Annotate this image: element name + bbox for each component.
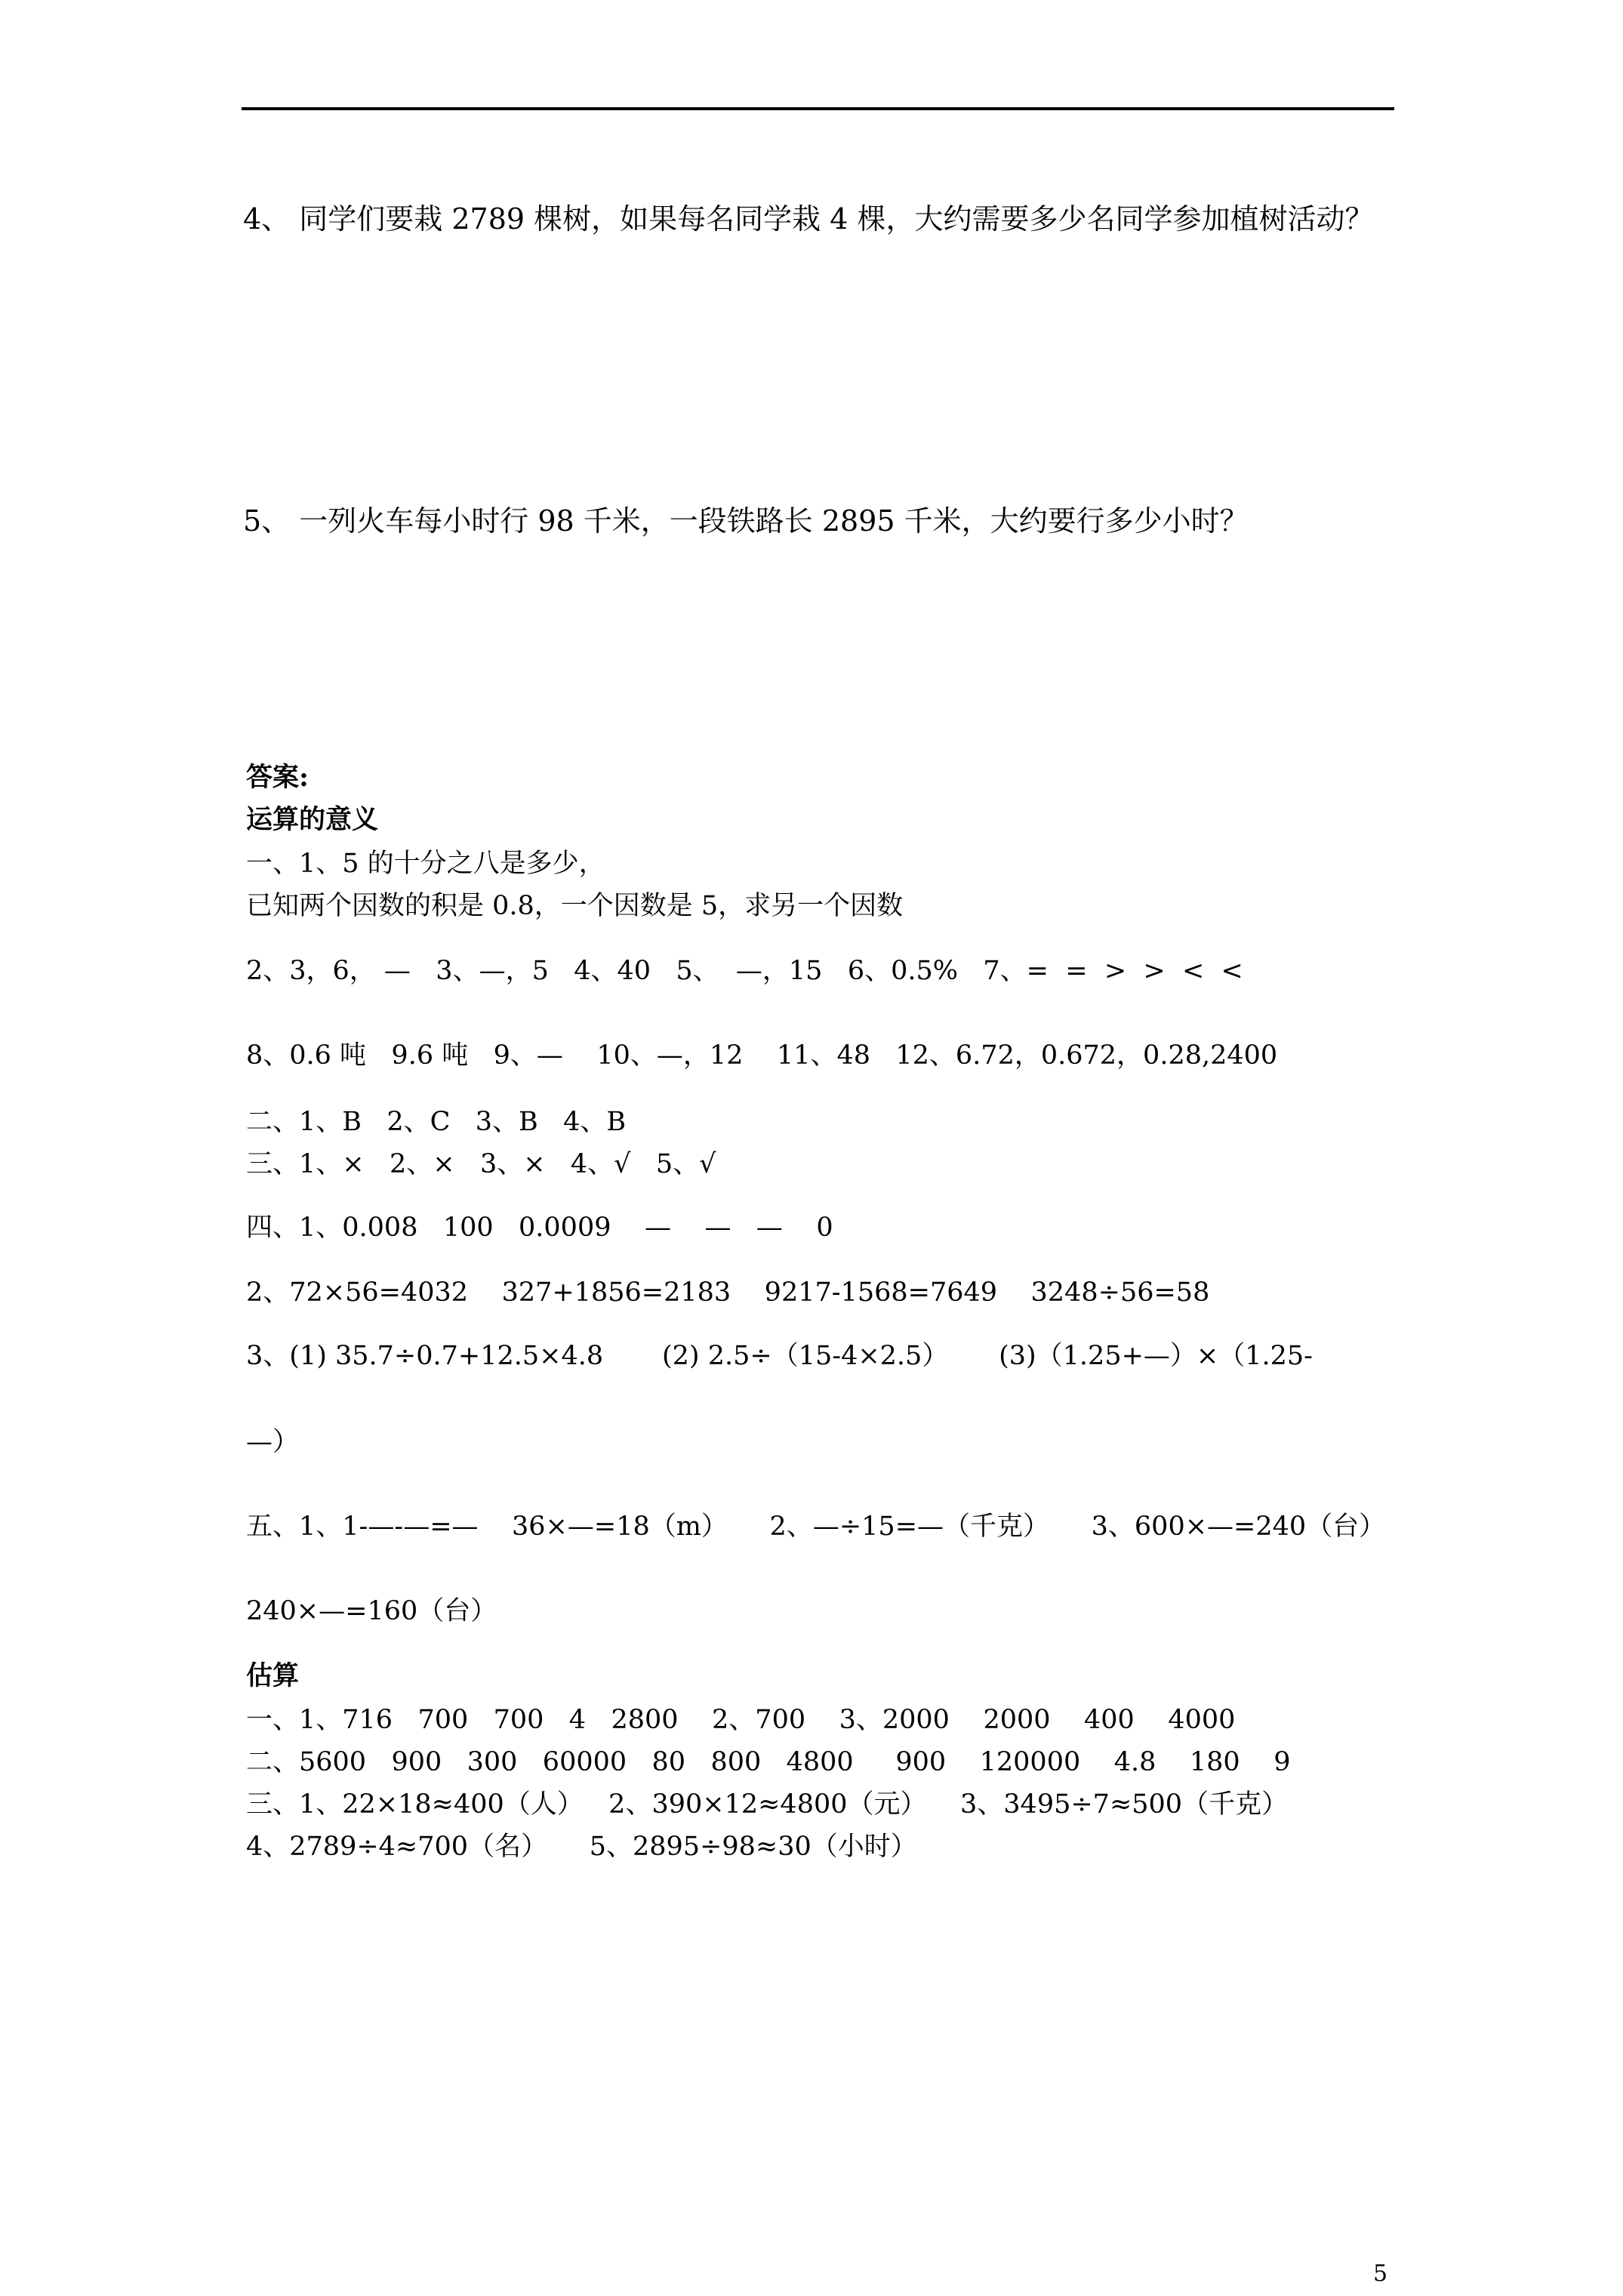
answer-line: 4、2789÷4≈700（名） 5、2895÷98≈30（小时） <box>246 1832 917 1862</box>
answer-line: 2、3，6， — 3、—，5 4、40 5、 —，15 6、0.5% 7、= = > > < < <box>246 956 1243 986</box>
answer-line: 已知两个因数的积是 0.8，一个因数是 5，求另一个因数 <box>246 891 904 921</box>
answer-line: 三、1、22×18≈400（人） 2、390×12≈4800（元） 3、3495÷7≈500（千克） <box>246 1789 1289 1820</box>
answer-line: —） <box>246 1427 300 1457</box>
header-rule <box>242 107 1394 110</box>
answer-line: 一、1、716 700 700 4 2800 2、700 3、2000 2000 400 4000 <box>246 1705 1236 1735</box>
answer-line: 五、1、1-—-—=— 36×—=18（m） 2、—÷15=—（千克） 3、600×—=240（台） <box>246 1512 1386 1542</box>
answer-line: 一、1、5 的十分之八是多少， <box>246 849 605 879</box>
section-title-estimation: 估算 <box>246 1660 300 1691</box>
page-number: 5 <box>1373 2261 1388 2287</box>
answer-line: 3、(1) 35.7÷0.7+12.5×4.8 (2) 2.5÷（15-4×2.5） (3)（1.25+—）×（1.25- <box>246 1341 1313 1371</box>
answer-line: 二、1、B 2、C 3、B 4、B <box>246 1107 627 1137</box>
answer-line: 2、72×56=4032 327+1856=2183 9217-1568=7649 3248÷56=58 <box>246 1277 1210 1308</box>
answer-line: 8、0.6 吨 9.6 吨 9、— 10、—，12 11、48 12、6.72，0.672，0.28,2400 <box>246 1040 1278 1071</box>
answer-line: 二、5600 900 300 60000 80 800 4800 900 120000 4.8 180 9 <box>246 1747 1291 1777</box>
question-4: 4、 同学们要栽 2789 棵树，如果每名同学栽 4 棵，大约需要多少名同学参加植树活动？ <box>243 202 1374 236</box>
answer-line: 三、1、× 2、× 3、× 4、√ 5、√ <box>246 1149 716 1179</box>
answer-line: 四、1、0.008 100 0.0009 — — — 0 <box>246 1213 833 1243</box>
answer-line: 240×—=160（台） <box>246 1596 497 1626</box>
answers-title: 答案: <box>246 762 309 793</box>
question-5: 5、 一列火车每小时行 98 千米，一段铁路长 2895 千米，大约要行多少小时？ <box>243 504 1249 538</box>
section-title-operations: 运算的意义 <box>246 804 379 835</box>
